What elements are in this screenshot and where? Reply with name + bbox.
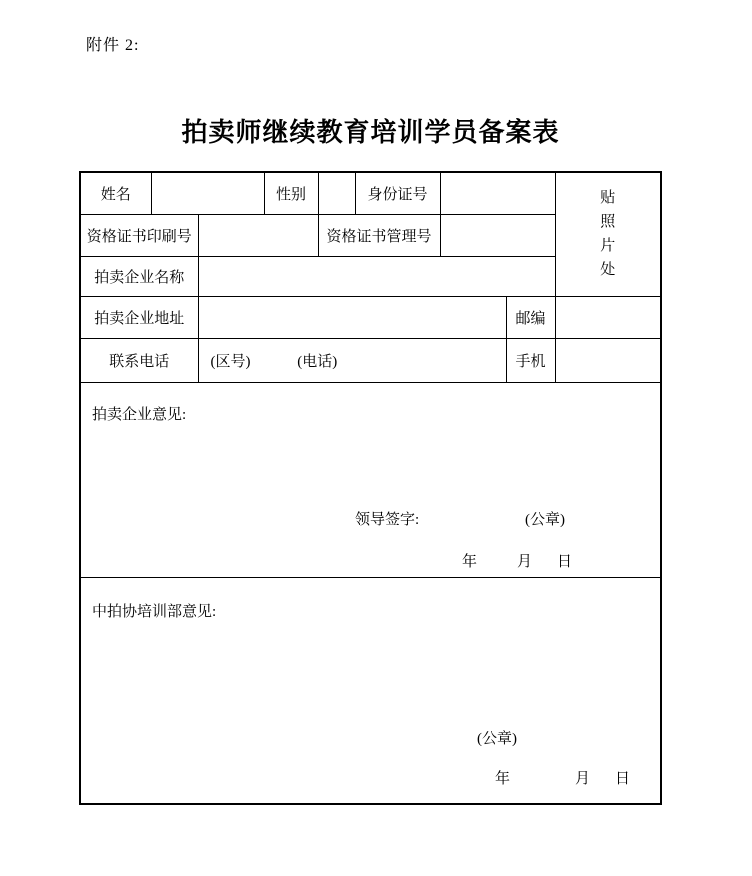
attachment-label: 附件 2: bbox=[86, 37, 140, 54]
area-code-hint: (区号) bbox=[210, 353, 251, 370]
mobile-value-cell bbox=[555, 338, 661, 382]
cert-print-no-value-cell bbox=[198, 214, 318, 256]
association-date-day: 日 bbox=[615, 770, 631, 787]
id-number-value-cell bbox=[440, 172, 555, 214]
name-label: 姓名 bbox=[80, 172, 151, 214]
company-opinion-cell bbox=[80, 382, 661, 577]
association-date-month: 月 bbox=[575, 770, 591, 787]
photo-paste-cell bbox=[555, 172, 661, 296]
gender-value-cell bbox=[318, 172, 355, 214]
row-association-opinion bbox=[80, 577, 661, 804]
leader-signature-label: 领导签字: bbox=[355, 511, 420, 528]
phone-value-cell bbox=[198, 338, 506, 382]
company-name-value-cell bbox=[198, 256, 555, 296]
row-name-gender-id bbox=[80, 172, 661, 214]
company-address-label: 拍卖企业地址 bbox=[80, 296, 198, 338]
association-opinion-title: 中拍协培训部意见: bbox=[92, 603, 217, 620]
name-value-cell bbox=[151, 172, 264, 214]
row-company-address bbox=[80, 296, 661, 338]
mobile-label: 手机 bbox=[506, 338, 555, 382]
company-name-label: 拍卖企业名称 bbox=[80, 256, 198, 296]
association-seal-label: (公章) bbox=[477, 730, 517, 747]
company-date-day: 日 bbox=[557, 553, 573, 570]
cert-print-no-label: 资格证书印刷号 bbox=[80, 214, 198, 256]
company-date-year: 年 bbox=[462, 553, 478, 570]
postcode-value-cell bbox=[555, 296, 661, 338]
phone-hint: (电话) bbox=[297, 353, 338, 370]
company-seal-label: (公章) bbox=[525, 511, 565, 528]
row-contact-phone bbox=[80, 338, 661, 382]
registration-form-table bbox=[79, 171, 662, 805]
association-date-year: 年 bbox=[495, 770, 511, 787]
company-address-value-cell bbox=[198, 296, 506, 338]
photo-placeholder-text: 贴照片处 bbox=[600, 190, 616, 279]
association-opinion-cell bbox=[80, 577, 661, 804]
cert-mgmt-no-value-cell bbox=[440, 214, 555, 256]
page-title: 拍卖师继续教育培训学员备案表 bbox=[181, 118, 560, 147]
gender-label: 性别 bbox=[264, 172, 318, 214]
contact-phone-label: 联系电话 bbox=[80, 338, 198, 382]
id-number-label: 身份证号 bbox=[355, 172, 440, 214]
company-opinion-title: 拍卖企业意见: bbox=[92, 406, 187, 423]
row-company-opinion bbox=[80, 382, 661, 577]
postcode-label: 邮编 bbox=[506, 296, 555, 338]
cert-mgmt-no-label: 资格证书管理号 bbox=[318, 214, 440, 256]
company-date-month: 月 bbox=[517, 553, 533, 570]
